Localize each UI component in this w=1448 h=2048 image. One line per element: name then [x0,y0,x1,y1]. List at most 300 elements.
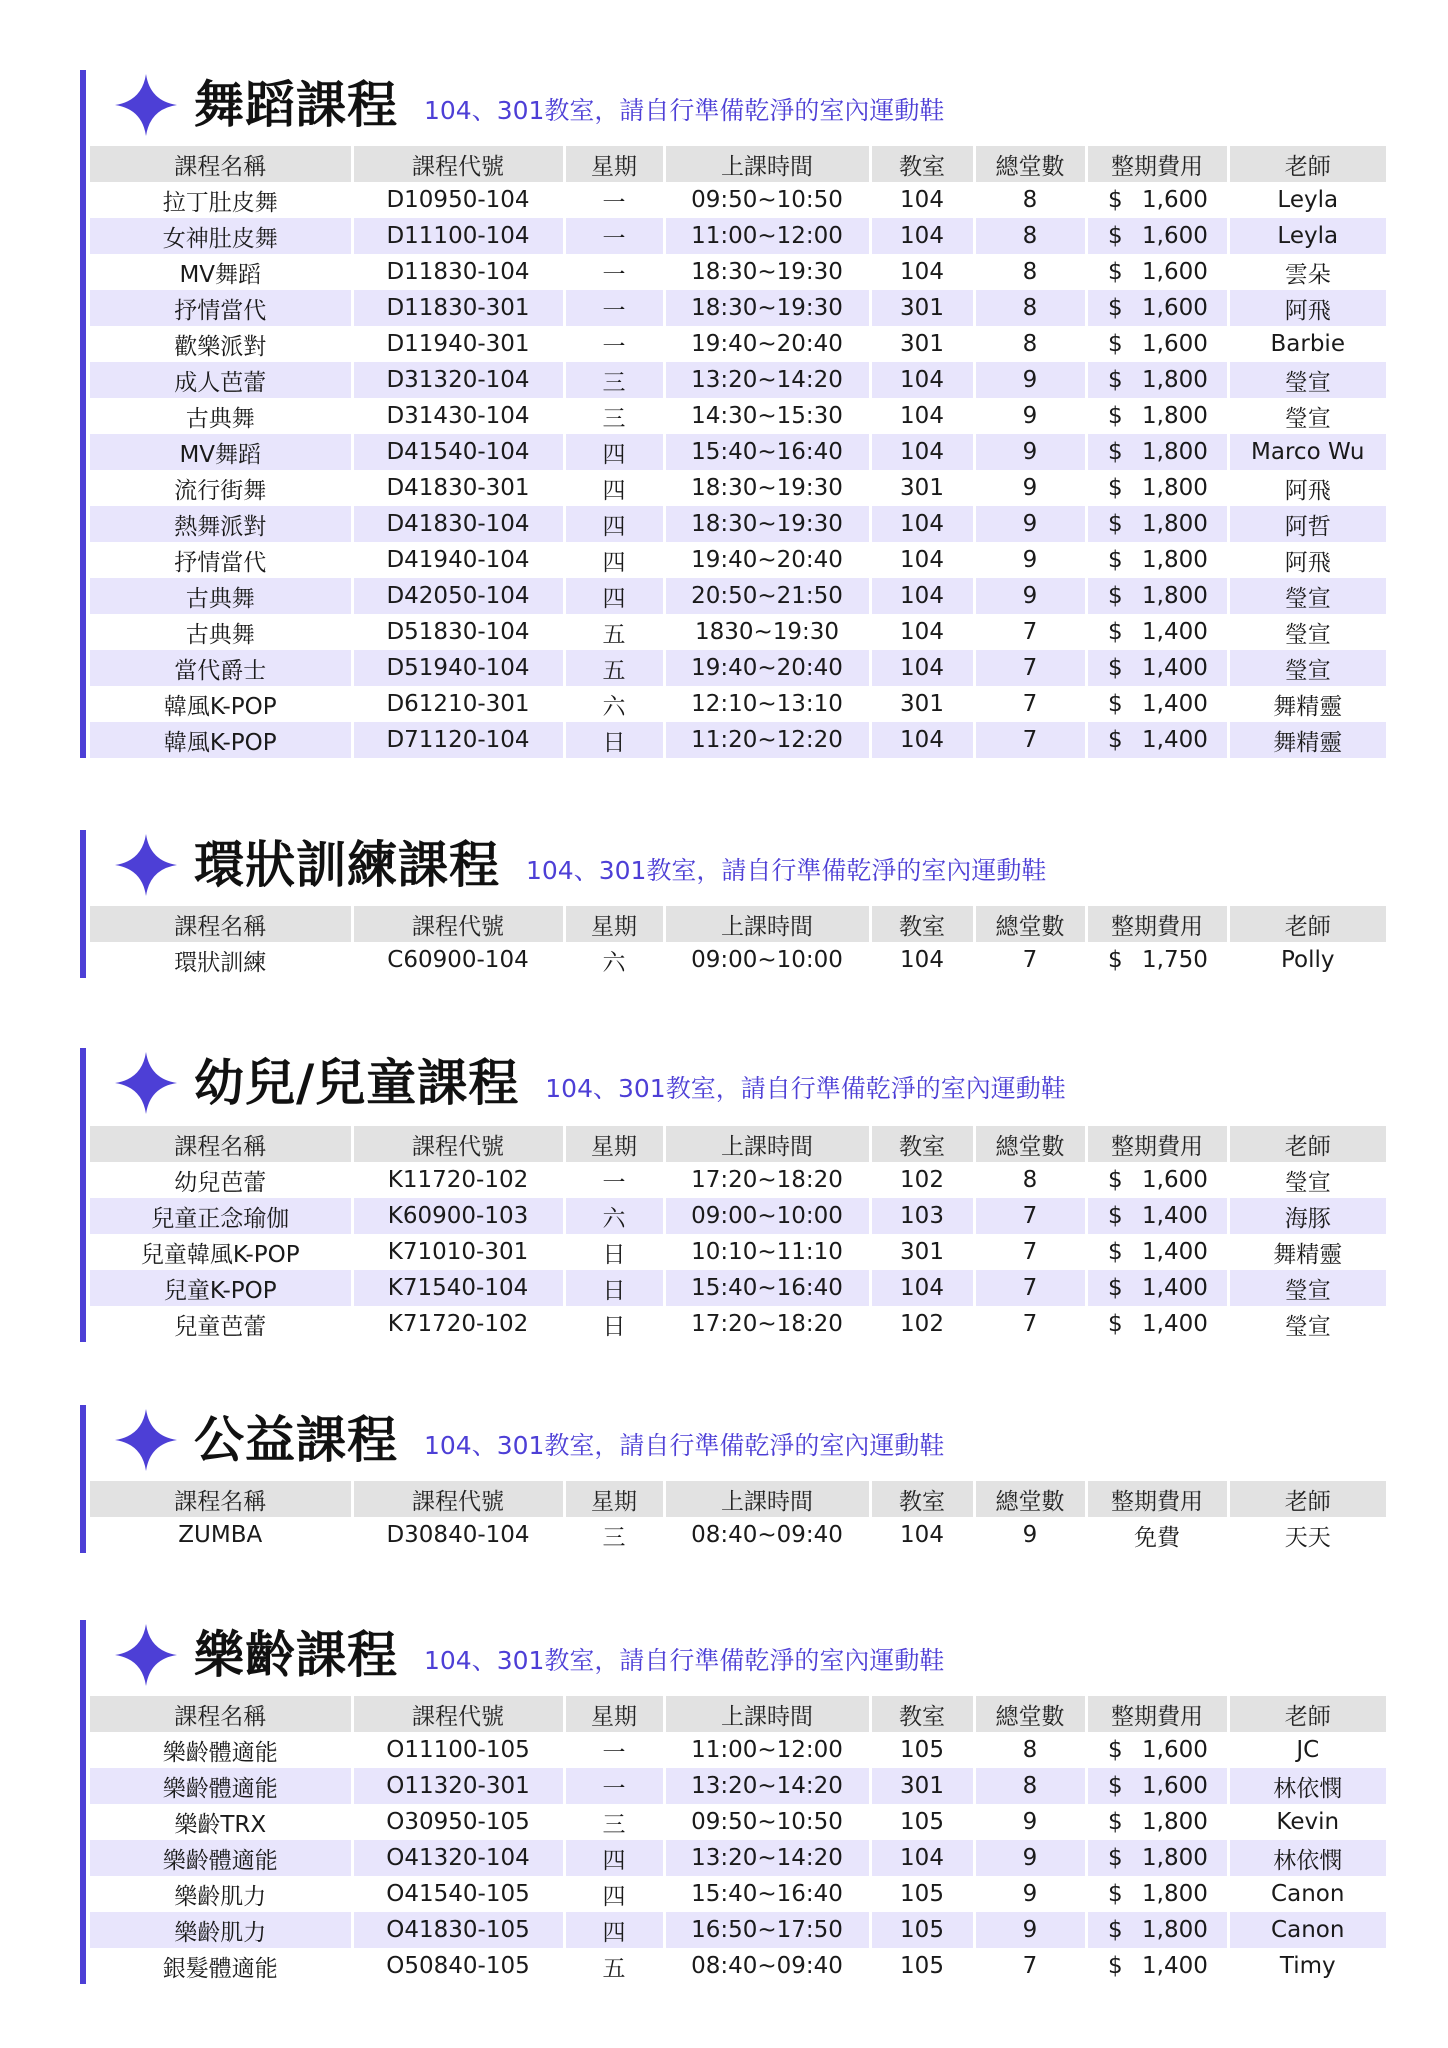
course-table [90,1696,1386,1984]
table-cell: 韓風K-POP [163,693,277,720]
table-cell: D41940-104 [352,542,564,578]
table-cell: K60900-103 [352,1198,564,1234]
table-cell: 瑩宣 [1228,1306,1386,1342]
section-accent-bar [80,70,86,758]
column-header: 課程代號 [352,906,564,942]
fee-value [1088,691,1227,717]
table-cell: 樂齡肌力 [90,1912,352,1948]
table-cell: 17:20~18:20 [664,1162,870,1198]
table-cell [1086,650,1228,686]
fee-value [1088,1953,1227,1979]
table-cell: 瑩宣 [1228,650,1386,686]
table-cell: 08:40~09:40 [664,1517,870,1553]
table-cell: 20:50~21:50 [664,578,870,614]
table-cell: 104 [870,614,974,650]
table-cell: 301 [870,1234,974,1270]
table-cell: 古典舞 [185,405,255,432]
table-cell: 8 [974,290,1086,326]
course-row [90,254,1386,290]
course-row [90,650,1386,686]
currency-symbol: $ [1108,1953,1123,1979]
table-cell: 15:40~16:40 [664,1270,870,1306]
table-cell: 18:30~19:30 [664,254,870,290]
table-cell: 104 [870,1517,974,1553]
column-header: 教室 [870,146,974,182]
table-cell [1086,218,1228,254]
table-cell: 免費 [1086,1517,1228,1553]
table-cell: 102 [870,1162,974,1198]
currency-symbol: $ [1108,259,1123,285]
table-cell: 9 [974,578,1086,614]
table-cell: 六 [564,686,664,722]
table-cell [1086,1270,1228,1306]
fee-value [1088,1203,1227,1229]
table-cell [1086,362,1228,398]
course-row [90,326,1386,362]
column-header: 星期 [564,1696,664,1732]
fee-amount: 1,800 [1142,1917,1208,1943]
table-cell: 瑩宣 [1228,1270,1386,1306]
fee-value [1088,727,1227,753]
currency-symbol: $ [1108,295,1123,321]
column-header: 整期費用 [1086,1696,1228,1732]
fee-amount: 1,600 [1142,331,1208,357]
fee-value [1088,295,1227,321]
table-cell: D31320-104 [352,362,564,398]
table-cell: 四 [564,542,664,578]
table-cell: 09:50~10:50 [664,1804,870,1840]
section-title: 舞蹈課程 [194,76,398,134]
table-cell: D11830-104 [352,254,564,290]
currency-symbol: $ [1108,187,1123,213]
currency-symbol: $ [1108,1881,1123,1907]
fee-value [1088,547,1227,573]
column-header: 老師 [1228,146,1386,182]
table-cell: 104 [870,182,974,218]
table-cell: 環狀訓練 [174,949,267,976]
column-header: 老師 [1228,1481,1386,1517]
table-cell: 日 [564,722,664,758]
fee-value [1088,619,1227,645]
table-cell: 104 [870,650,974,686]
course-row [90,578,1386,614]
fee-value [1088,475,1227,501]
currency-symbol: $ [1108,1917,1123,1943]
table-cell [1086,326,1228,362]
table-cell: 13:20~14:20 [664,1768,870,1804]
course-table [90,906,1386,978]
course-row [90,1234,1386,1270]
table-cell: 四 [564,506,664,542]
table-cell: 15:40~16:40 [664,1876,870,1912]
fee-amount: 1,400 [1142,1275,1208,1301]
table-cell: 104 [870,254,974,290]
table-cell [1086,290,1228,326]
table-cell: 8 [974,326,1086,362]
table-cell: 瑩宣 [1228,362,1386,398]
table-cell: 當代爵士 [90,650,352,686]
table-cell: 7 [974,614,1086,650]
table-cell: 三 [564,1517,664,1553]
table-cell: 9 [974,1912,1086,1948]
fee-amount: 1,600 [1142,1737,1208,1763]
table-cell: 9 [974,470,1086,506]
currency-symbol: $ [1108,1737,1123,1763]
table-cell [1086,254,1228,290]
course-row [90,398,1386,434]
table-cell: D41540-104 [352,434,564,470]
fee-amount: 1,600 [1142,1167,1208,1193]
fee-amount: 1,750 [1142,947,1208,973]
table-cell: 19:40~20:40 [664,650,870,686]
section-accent-bar [80,1048,86,1342]
table-cell [1086,942,1228,978]
column-header: 星期 [564,1126,664,1162]
currency-symbol: $ [1108,583,1123,609]
column-header: 總堂數 [974,1481,1086,1517]
fee-value [1088,1275,1227,1301]
course-row [90,942,1386,978]
table-cell: 9 [974,1804,1086,1840]
table-cell: 阿哲 [1228,506,1386,542]
column-header: 課程名稱 [90,1126,352,1162]
course-row [90,1948,1386,1984]
section-title: 公益課程 [194,1411,398,1469]
table-cell: D61210-301 [352,686,564,722]
table-cell [1086,1840,1228,1876]
fee-amount: 1,800 [1142,403,1208,429]
table-cell [1086,470,1228,506]
currency-symbol: $ [1108,547,1123,573]
table-cell: 104 [870,218,974,254]
table-cell: 瑩宣 [1228,578,1386,614]
table-cell [1086,1198,1228,1234]
table-cell: 一 [564,254,664,290]
currency-symbol: $ [1108,947,1123,973]
course-row [90,218,1386,254]
course-row [90,506,1386,542]
table-cell: 三 [564,398,664,434]
table-cell: 7 [974,686,1086,722]
table-cell: 105 [870,1804,974,1840]
table-cell: 五 [564,650,664,686]
table-cell: 四 [564,1912,664,1948]
table-cell: 7 [974,942,1086,978]
currency-symbol: $ [1108,1239,1123,1265]
course-row [90,1876,1386,1912]
table-cell: 兒童正念瑜伽 [90,1198,352,1234]
table-cell: 7 [974,1270,1086,1306]
course-section [80,1620,1386,1984]
course-row [90,1162,1386,1198]
table-cell: Kevin [1228,1804,1386,1840]
course-row [90,686,1386,722]
course-table [90,1481,1386,1553]
fee-value [1088,655,1227,681]
section-header [114,1620,944,1690]
table-cell: D11830-301 [352,290,564,326]
table-cell: 幼兒芭蕾 [174,1169,267,1196]
fee-amount: 1,800 [1142,547,1208,573]
currency-symbol: $ [1108,331,1123,357]
table-cell: 104 [870,1840,974,1876]
fee-value [1088,1809,1227,1835]
column-header: 上課時間 [664,146,870,182]
table-cell: 104 [870,434,974,470]
fee-value [1088,367,1227,393]
table-cell: D51940-104 [352,650,564,686]
section-note: 104、301教室，請自行準備乾淨的室內運動鞋 [526,855,1047,885]
column-header: 整期費用 [1086,1126,1228,1162]
table-cell: 六 [564,1198,664,1234]
table-cell: 18:30~19:30 [664,506,870,542]
table-cell: D51830-104 [352,614,564,650]
course-row [90,1198,1386,1234]
column-header: 教室 [870,1696,974,1732]
table-cell: 104 [870,722,974,758]
table-header-row [90,146,1386,182]
table-cell: 13:20~14:20 [664,362,870,398]
course-section [80,830,1386,978]
table-cell: 105 [870,1912,974,1948]
table-cell: 一 [564,1162,664,1198]
table-cell: Leyla [1228,182,1386,218]
column-header: 上課時間 [664,906,870,942]
table-cell: D31430-104 [352,398,564,434]
table-cell: 樂齡體適能 [90,1840,352,1876]
table-cell: 18:30~19:30 [664,290,870,326]
table-cell: Polly [1228,942,1386,978]
table-cell: O30950-105 [352,1804,564,1840]
table-cell: 9 [974,506,1086,542]
column-header: 總堂數 [974,146,1086,182]
table-cell: 08:40~09:40 [664,1948,870,1984]
table-cell: 四 [564,470,664,506]
fee-amount: 1,600 [1142,295,1208,321]
fee-value [1088,511,1227,537]
table-cell [1086,1876,1228,1912]
table-cell: 8 [974,1768,1086,1804]
table-cell: 301 [870,326,974,362]
table-cell [1086,434,1228,470]
currency-symbol: $ [1108,727,1123,753]
table-cell: 抒情當代 [174,549,267,576]
column-header: 課程名稱 [90,146,352,182]
column-header: 教室 [870,906,974,942]
table-cell: 8 [974,254,1086,290]
fee-value [1088,1881,1227,1907]
table-cell: 09:50~10:50 [664,182,870,218]
fee-amount: 1,800 [1142,1845,1208,1871]
column-header: 教室 [870,1481,974,1517]
table-cell: 301 [870,686,974,722]
table-cell: 一 [564,1732,664,1768]
course-section [80,70,1386,758]
fee-amount: 1,400 [1142,1953,1208,1979]
table-cell: 104 [870,542,974,578]
table-cell: 104 [870,398,974,434]
table-header-row [90,1126,1386,1162]
table-header-row [90,1696,1386,1732]
table-cell: 7 [974,1234,1086,1270]
fee-amount: 1,600 [1142,223,1208,249]
diamond-bullet-icon [114,1408,178,1472]
course-table [90,146,1386,758]
section-header [114,1048,1066,1118]
currency-symbol: $ [1108,1809,1123,1835]
column-header: 總堂數 [974,1126,1086,1162]
course-section [80,1048,1386,1342]
currency-symbol: $ [1108,1845,1123,1871]
table-cell: K71720-102 [352,1306,564,1342]
table-header-row [90,906,1386,942]
currency-symbol: $ [1108,1773,1123,1799]
section-note: 104、301教室，請自行準備乾淨的室內運動鞋 [424,95,945,125]
table-cell: 104 [870,1270,974,1306]
fee-value [1088,223,1227,249]
table-cell: 104 [870,362,974,398]
table-cell: 301 [870,1768,974,1804]
table-cell: 樂齡肌力 [174,1883,267,1910]
fee-value [1088,1773,1227,1799]
table-cell: 樂齡TRX [174,1811,267,1838]
fee-amount: 1,800 [1142,1809,1208,1835]
table-cell: D11940-301 [352,326,564,362]
column-header: 課程名稱 [90,906,352,942]
table-cell [1086,1162,1228,1198]
currency-symbol: $ [1108,511,1123,537]
fee-amount: 1,800 [1142,583,1208,609]
currency-symbol: $ [1108,619,1123,645]
fee-value [1088,1167,1227,1193]
table-cell: 105 [870,1948,974,1984]
table-cell: 阿飛 [1228,290,1386,326]
course-row [90,614,1386,650]
diamond-bullet-icon [114,833,178,897]
table-cell [1086,1306,1228,1342]
column-header: 課程代號 [352,146,564,182]
fee-amount: 1,400 [1142,1203,1208,1229]
course-row [90,1732,1386,1768]
fee-amount: 1,400 [1142,619,1208,645]
column-header: 課程代號 [352,1481,564,1517]
table-cell [1086,686,1228,722]
section-title: 環狀訓練課程 [194,836,500,894]
table-cell: 瑩宣 [1228,614,1386,650]
table-cell: O11320-301 [352,1768,564,1804]
table-cell: 五 [564,1948,664,1984]
fee-value [1088,1737,1227,1763]
table-cell: O11100-105 [352,1732,564,1768]
table-cell: 古典舞 [185,621,255,648]
table-cell: 日 [564,1306,664,1342]
column-header: 課程名稱 [90,1696,352,1732]
table-cell: D41830-104 [352,506,564,542]
fee-value [1088,1917,1227,1943]
table-cell: 7 [974,650,1086,686]
table-cell: 9 [974,1840,1086,1876]
course-row [90,1768,1386,1804]
fee-value [1088,583,1227,609]
table-cell: Leyla [1228,218,1386,254]
fee-amount: 1,800 [1142,475,1208,501]
currency-symbol: $ [1108,1167,1123,1193]
table-cell [1086,578,1228,614]
table-cell: MV舞蹈 [179,261,262,288]
table-cell: 六 [564,942,664,978]
course-row [90,1804,1386,1840]
table-cell: 17:20~18:20 [664,1306,870,1342]
table-cell: 105 [870,1876,974,1912]
table-cell [1086,1804,1228,1840]
section-header [114,1405,944,1475]
currency-symbol: $ [1108,439,1123,465]
table-cell [1086,722,1228,758]
fee-amount: 1,600 [1142,259,1208,285]
table-cell: 瑩宣 [1228,1162,1386,1198]
table-cell [1086,1234,1228,1270]
table-cell: 09:00~10:00 [664,942,870,978]
fee-amount: 1,600 [1142,1773,1208,1799]
table-cell [1086,506,1228,542]
table-cell: 阿飛 [1228,542,1386,578]
table-cell: 9 [974,434,1086,470]
table-cell: 四 [564,434,664,470]
table-cell: ZUMBA [178,1522,263,1548]
table-cell: 104 [870,506,974,542]
table-cell: 舞精靈 [1228,1234,1386,1270]
table-header-row [90,1481,1386,1517]
course-row [90,182,1386,218]
table-cell: 8 [974,182,1086,218]
table-cell: 301 [870,470,974,506]
table-cell: 兒童韓風K-POP [140,1241,300,1268]
table-cell: 一 [564,218,664,254]
table-cell: 103 [870,1198,974,1234]
table-cell: 林依憫 [1228,1840,1386,1876]
table-cell: K71010-301 [352,1234,564,1270]
table-cell: 104 [870,578,974,614]
fee-amount: 1,400 [1142,1311,1208,1337]
fee-value [1088,1845,1227,1871]
column-header: 課程代號 [352,1126,564,1162]
table-cell: Canon [1228,1876,1386,1912]
section-note: 104、301教室，請自行準備乾淨的室內運動鞋 [424,1645,945,1675]
table-cell: 歡樂派對 [174,333,267,360]
table-cell: 09:00~10:00 [664,1198,870,1234]
table-cell: Canon [1228,1912,1386,1948]
table-cell: D30840-104 [352,1517,564,1553]
table-cell: 拉丁肚皮舞 [162,189,278,216]
table-cell: 樂齡體適能 [90,1768,352,1804]
column-header: 總堂數 [974,1696,1086,1732]
diamond-bullet-icon [114,1051,178,1115]
column-header: 上課時間 [664,1481,870,1517]
fee-value [1088,947,1227,973]
table-cell: 四 [564,578,664,614]
table-cell: D71120-104 [352,722,564,758]
table-cell [1086,1768,1228,1804]
table-cell [1086,1732,1228,1768]
fee-value [1088,259,1227,285]
section-title: 樂齡課程 [194,1626,398,1684]
column-header: 老師 [1228,906,1386,942]
table-cell: 韓風K-POP [90,722,352,758]
table-cell [1086,1912,1228,1948]
table-cell: 舞精靈 [1228,686,1386,722]
table-cell: 9 [974,1876,1086,1912]
course-row [90,290,1386,326]
